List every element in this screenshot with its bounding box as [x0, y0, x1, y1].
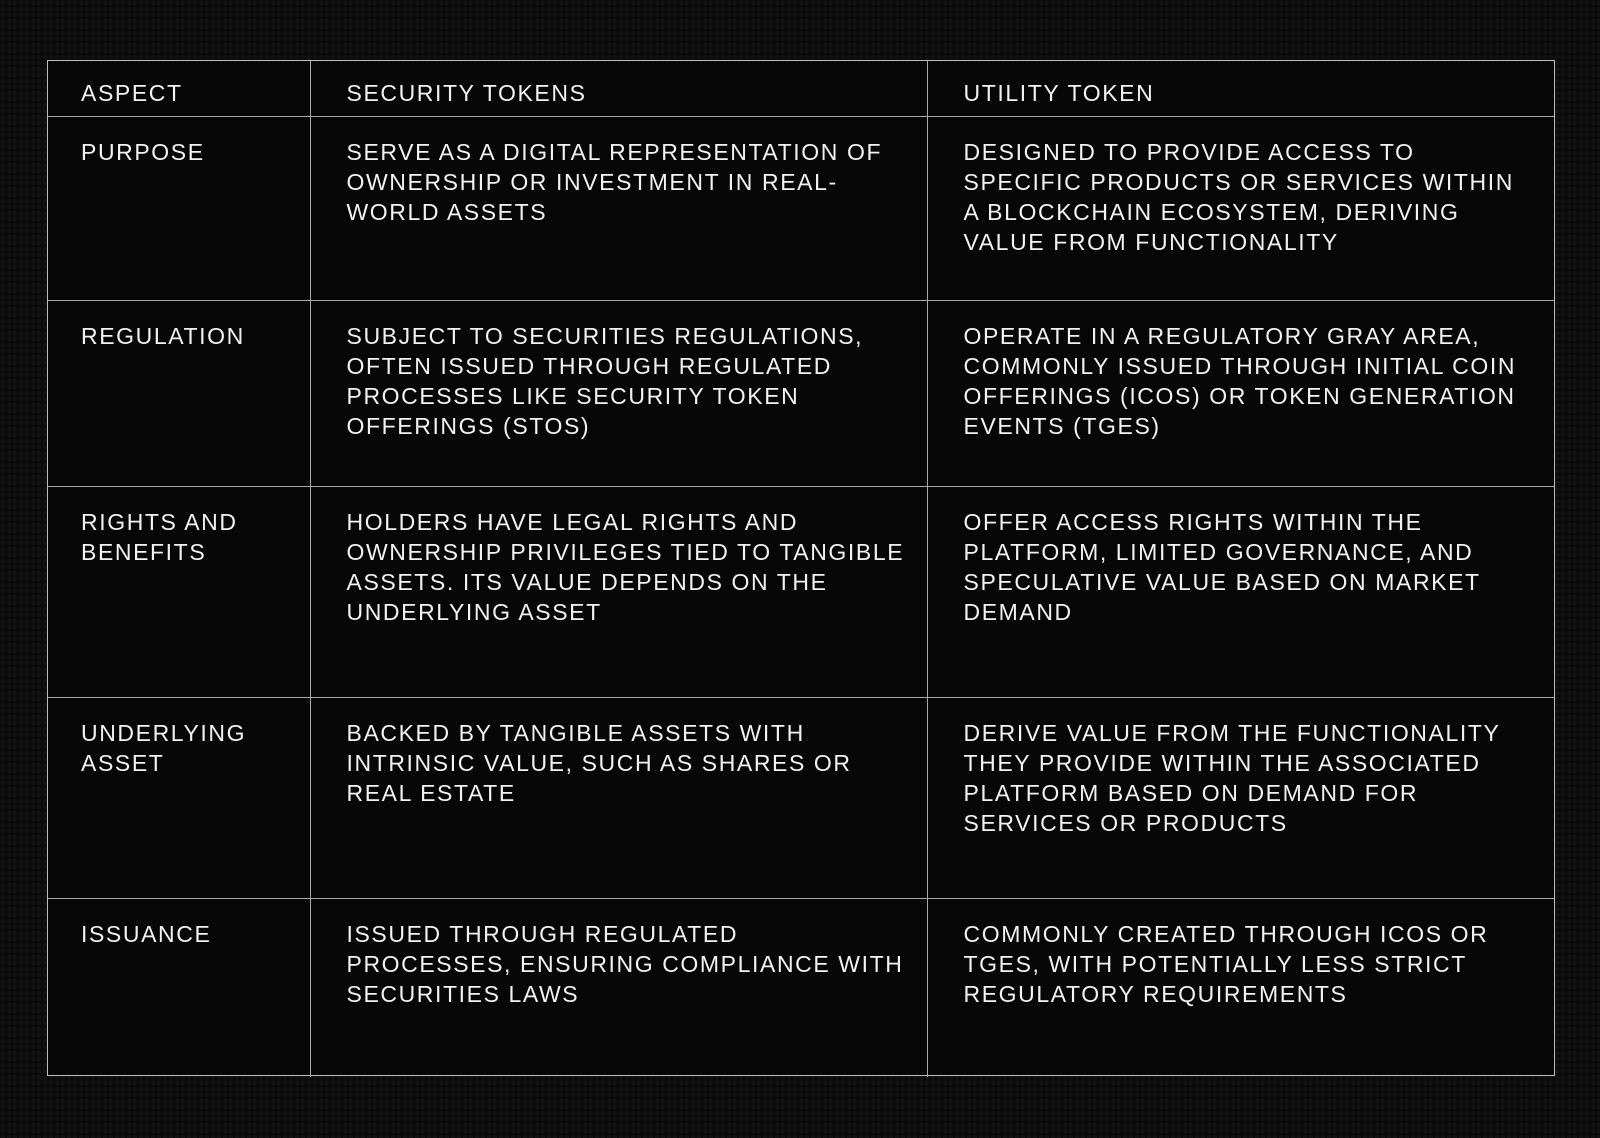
aspect-cell: REGULATION: [48, 300, 310, 486]
table-row: [48, 898, 1554, 1077]
security-cell: ISSUED THROUGH REGULATED PROCESSES, ENSURING COMPLIANCE WITH SECURITIES LAWS: [310, 898, 927, 1077]
table-row: [48, 300, 1554, 486]
utility-cell: OFFER ACCESS RIGHTS WITHIN THE PLATFORM, LIMITED GOVERNANCE, AND SPECULATIVE VALUE BASED ON MARKET DEMAND: [927, 486, 1554, 697]
utility-cell: COMMONLY CREATED THROUGH ICOS OR TGES, WITH POTENTIALLY LESS STRICT REGULATORY REQUIREMENTS: [927, 898, 1554, 1077]
table-row: [48, 486, 1554, 697]
security-cell: SUBJECT TO SECURITIES REGULATIONS, OFTEN ISSUED THROUGH REGULATED PROCESSES LIKE SECURITY TOKEN OFFERINGS (STOS): [310, 300, 927, 486]
utility-cell: OPERATE IN A REGULATORY GRAY AREA, COMMONLY ISSUED THROUGH INITIAL COIN OFFERINGS (ICOS) OR TOKEN GENERATION EVENTS (TGES): [927, 300, 1554, 486]
security-cell: HOLDERS HAVE LEGAL RIGHTS AND OWNERSHIP PRIVILEGES TIED TO TANGIBLE ASSETS. ITS VALUE DEPENDS ON THE UNDERLYING ASSET: [310, 486, 927, 697]
header-aspect: ASPECT: [48, 61, 310, 116]
aspect-cell: ISSUANCE: [48, 898, 310, 1077]
aspect-cell: UNDERLYING ASSET: [48, 697, 310, 898]
utility-cell: DERIVE VALUE FROM THE FUNCTIONALITY THEY PROVIDE WITHIN THE ASSOCIATED PLATFORM BASED ON DEMAND FOR SERVICES OR PRODUCTS: [927, 697, 1554, 898]
utility-cell: DESIGNED TO PROVIDE ACCESS TO SPECIFIC PRODUCTS OR SERVICES WITHIN A BLOCKCHAIN ECOSYSTEM, DERIVING VALUE FROM FUNCTIONALITY: [927, 116, 1554, 300]
table-row: [48, 116, 1554, 300]
security-cell: SERVE AS A DIGITAL REPRESENTATION OF OWNERSHIP OR INVESTMENT IN REAL-WORLD ASSETS: [310, 116, 927, 300]
comparison-table: [47, 60, 1555, 1076]
table-header-row: [48, 61, 1554, 116]
token-comparison-table: [48, 61, 1554, 1077]
header-security-tokens: SECURITY TOKENS: [310, 61, 927, 116]
aspect-cell: RIGHTS AND BENEFITS: [48, 486, 310, 697]
table-row: [48, 697, 1554, 898]
aspect-cell: PURPOSE: [48, 116, 310, 300]
security-cell: BACKED BY TANGIBLE ASSETS WITH INTRINSIC VALUE, SUCH AS SHARES OR REAL ESTATE: [310, 697, 927, 898]
header-utility-token: UTILITY TOKEN: [927, 61, 1554, 116]
